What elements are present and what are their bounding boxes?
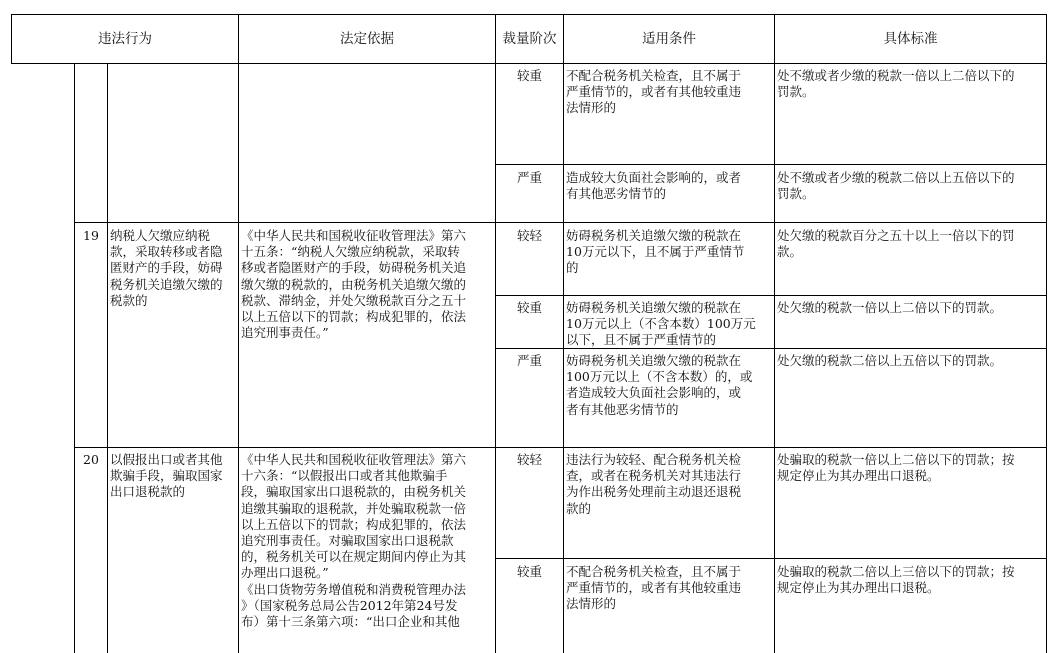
- grid-line: [11, 14, 1047, 15]
- behavior-cell: 纳税人欠缴应纳税 款，采取转移或者隐 匿财产的手段，妨碍 税务机关追缴欠缴的 税款的: [110, 228, 223, 308]
- grid-line: [74, 222, 1047, 223]
- basis-cell: 《中华人民共和国税收征收管理法》第六 十五条：“纳税人欠缴应纳税款，采取转 移或者隐匿财产的手段，妨碍税务机关追 缴欠缴的税款的，由税务机关追缴欠缴的 税款、滞纳金，并处欠缴税款百分之五十 以上五倍以下的罚款；构成犯罪的，依法 追究刑事责任。”: [241, 228, 467, 341]
- grid-line: [495, 558, 1047, 559]
- level-cell: 较重: [516, 68, 542, 83]
- condition-cell: 不配合税务机关检查，且不属于 严重情节的，或者有其他较重违 法情形的: [566, 68, 742, 116]
- grid-line: [238, 14, 239, 653]
- level-cell: 较轻: [516, 452, 542, 467]
- level-cell: 较重: [516, 300, 542, 315]
- standard-cell: 处骗取的税款一倍以上二倍以下的罚款；按 规定停止为其办理出口退税。: [777, 452, 1015, 484]
- level-cell: 严重: [516, 170, 542, 185]
- grid-line: [74, 63, 75, 653]
- item-number: 20: [83, 452, 99, 467]
- header-level: 裁量阶次: [502, 31, 557, 47]
- behavior-cell: 以假报出口或者其他 欺骗手段，骗取国家 出口退税款的: [110, 452, 223, 500]
- condition-cell: 妨碍税务机关追缴欠缴的税款在 10万元以上（不含本数）100万元 以下，且不属于严重情节的: [566, 300, 756, 348]
- header-standard: 具体标准: [883, 31, 938, 47]
- header-behavior: 违法行为: [98, 31, 152, 47]
- item-number: 19: [83, 228, 99, 243]
- condition-cell: 造成较大负面社会影响的，或者 有其他恶劣情节的: [566, 170, 742, 202]
- grid-line: [495, 295, 1047, 296]
- grid-line: [11, 63, 1047, 64]
- condition-cell: 违法行为较轻、配合税务机关检 查，或者在税务机关对其违法行 为作出税务处理前主动退还退税 款的: [566, 452, 742, 516]
- standard-cell: 处欠缴的税款一倍以上二倍以下的罚款。: [777, 300, 1003, 315]
- level-cell: 严重: [516, 353, 542, 368]
- header-condition: 适用条件: [642, 31, 696, 47]
- standard-cell: 处骗取的税款二倍以上三倍以下的罚款；按 规定停止为其办理出口退税。: [777, 564, 1015, 596]
- level-cell: 较重: [516, 564, 542, 579]
- standard-cell: 处欠缴的税款百分之五十以上一倍以下的罚 款。: [777, 228, 1015, 260]
- grid-line: [495, 164, 1047, 165]
- basis-cell: 《中华人民共和国税收征收管理法》第六 十六条：“以假报出口或者其他欺骗手 段，骗取国家出口退税款的，由税务机关 追缴其骗取的退税款，并处骗取税款一倍 以上五倍以下的罚款；构成犯罪的，依法 追究刑事责任。对骗取国家出口退税款 的，税务机关可以在规定期间内停止为其 办理出口退税。” 《出口货物劳务增值税和消费税管理办法 》（国家税务总局公告2012年第24号发 布）第十三条第六项：“出口企业和其他: [241, 452, 467, 630]
- standard-cell: 处不缴或者少缴的税款一倍以上二倍以下的 罚款。: [777, 68, 1015, 100]
- level-cell: 较轻: [516, 228, 542, 243]
- header-basis: 法定依据: [340, 31, 394, 47]
- standard-cell: 处不缴或者少缴的税款二倍以上五倍以下的 罚款。: [777, 170, 1015, 202]
- standard-cell: 处欠缴的税款二倍以上五倍以下的罚款。: [777, 353, 1003, 368]
- grid-line: [74, 447, 1047, 448]
- condition-cell: 不配合税务机关检查，且不属于 严重情节的，或者有其他较重违 法情形的: [566, 564, 742, 612]
- grid-line: [107, 63, 108, 653]
- condition-cell: 妨碍税务机关追缴欠缴的税款在 10万元以下，且不属于严重情节 的: [566, 228, 745, 276]
- condition-cell: 妨碍税务机关追缴欠缴的税款在 100万元以上（不含本数）的，或 者造成较大负面社会影响的，或 者有其他恶劣情节的: [566, 353, 753, 417]
